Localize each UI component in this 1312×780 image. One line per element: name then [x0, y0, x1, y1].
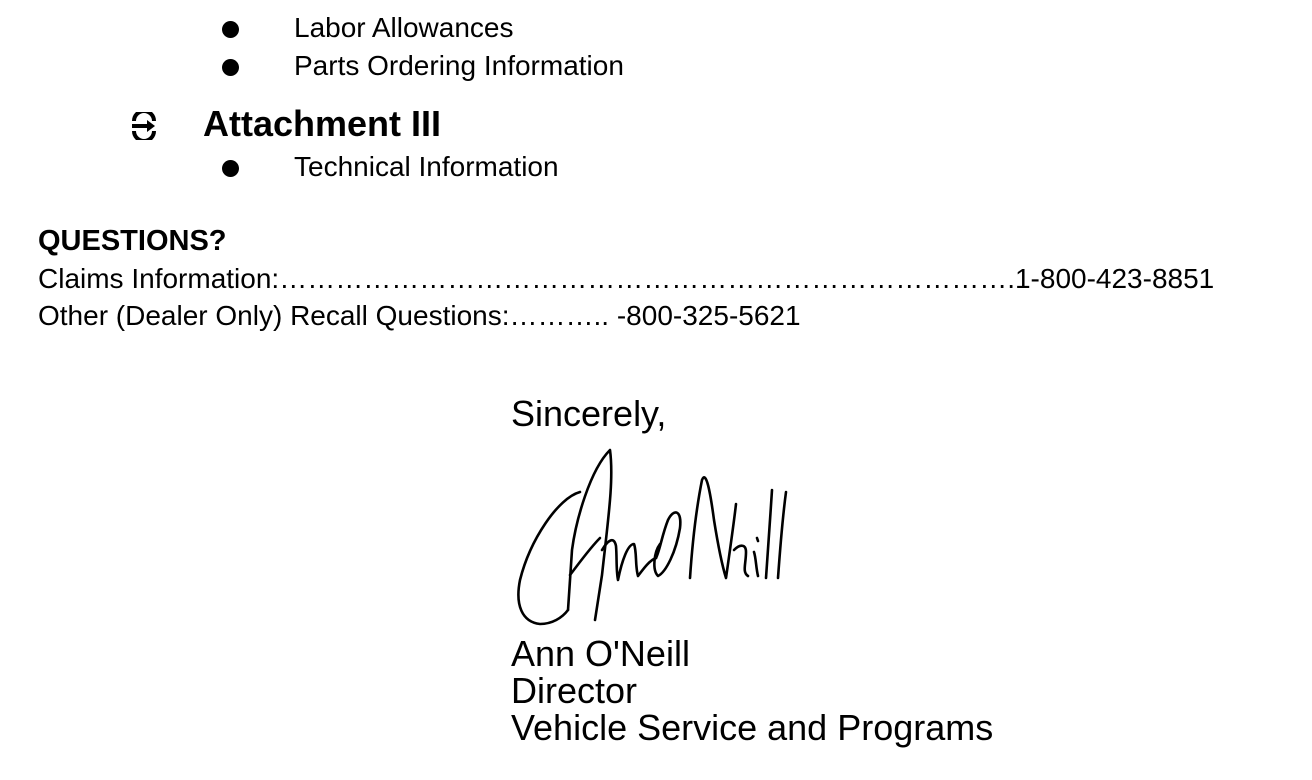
- bullet-icon: [222, 160, 239, 177]
- other-label: Other (Dealer Only) Recall Questions:: [38, 300, 510, 331]
- claims-phone: 1-800-423-8851: [1014, 263, 1215, 294]
- attachment-iii-title: Attachment III: [203, 103, 442, 144]
- other-phone: -800-325-5621: [616, 300, 801, 331]
- signer-department: Vehicle Service and Programs: [511, 707, 994, 748]
- bullet-icon: [222, 59, 239, 76]
- signer-name: Ann O'Neill: [511, 633, 690, 674]
- list-item-labor-allowances: Labor Allowances: [294, 12, 514, 43]
- right-arrow-circle-icon: [130, 112, 160, 140]
- list-item-parts-ordering: Parts Ordering Information: [294, 50, 624, 81]
- signer-title: Director: [511, 670, 638, 711]
- list-item-technical-information: Technical Information: [294, 151, 559, 182]
- claims-line: [38, 263, 1214, 295]
- salutation: Sincerely,: [511, 393, 667, 434]
- other-questions-line: [38, 300, 801, 332]
- bullet-icon: [222, 21, 239, 38]
- claims-label: Claims Information:: [38, 263, 280, 294]
- signature-image: [510, 440, 810, 630]
- claims-dots: …………………………………………………………………….: [279, 263, 1015, 294]
- questions-heading: QUESTIONS?: [38, 225, 227, 257]
- other-dots: ………..: [509, 300, 610, 331]
